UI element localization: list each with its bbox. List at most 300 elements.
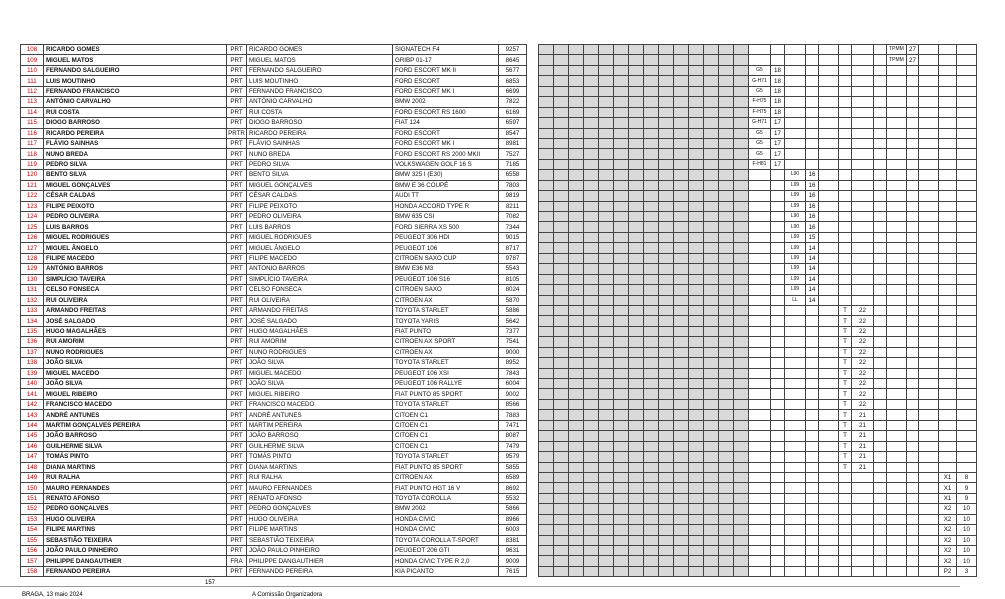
grid-cell: [629, 76, 644, 86]
l-group-class: [806, 535, 819, 545]
grid-cell: [919, 347, 939, 357]
grid-cell: [659, 138, 674, 148]
category-label: [887, 546, 907, 556]
car-model: FORD ESCORT MK II: [393, 65, 499, 75]
grid-cell: [599, 399, 614, 409]
t-group-code: [839, 483, 852, 493]
t-group-code: [839, 285, 852, 295]
x-group-code: [939, 107, 957, 117]
grid-cell: [734, 441, 749, 451]
co-driver-name: JOÃO PAULO PINHEIRO: [247, 546, 393, 556]
driver-name: DIOGO BARROSO: [44, 118, 227, 128]
spacer: [527, 138, 539, 148]
group-code: [749, 191, 771, 201]
grid-cell: [584, 368, 599, 378]
l-group-class: 14: [806, 264, 819, 274]
grid-cell: [539, 535, 554, 545]
t-group-code: T: [839, 347, 852, 357]
grid-cell: [539, 118, 554, 128]
group-class: [771, 326, 785, 336]
t-group-code: T: [839, 379, 852, 389]
grid-cell: [874, 285, 887, 295]
table-row: [21, 514, 1005, 524]
t-group-class: 22: [852, 326, 874, 336]
grid-cell: [659, 107, 674, 117]
spacer: [527, 379, 539, 389]
grid-cell: [644, 326, 659, 336]
t-group-class: [852, 253, 874, 263]
car-model: SIGNATECH F4: [393, 45, 499, 55]
grid-cell: [614, 389, 629, 399]
grid-cell: [614, 159, 629, 169]
x-group-class: [957, 316, 977, 326]
grid-cell: [874, 316, 887, 326]
grid-cell: [659, 431, 674, 441]
grid-cell: [919, 420, 939, 430]
co-driver-name: RICARDO PEREIRA: [247, 128, 393, 138]
l-group-code: [785, 149, 806, 159]
grid-cell: [704, 138, 719, 148]
group-class: [771, 358, 785, 368]
grid-cell: [569, 493, 584, 503]
grid-cell: [614, 546, 629, 556]
grid-cell: [554, 525, 569, 535]
grid-cell: [874, 243, 887, 253]
grid-cell: [719, 212, 734, 222]
table-row: [21, 389, 1005, 399]
entry-number: 146: [21, 441, 44, 451]
x-group-class: [957, 379, 977, 389]
grid-cell: [614, 483, 629, 493]
table-row: [21, 326, 1005, 336]
grid-cell: [719, 483, 734, 493]
group-class: [771, 410, 785, 420]
spacer: [527, 274, 539, 284]
grid-cell: [689, 180, 704, 190]
grid-cell: [689, 107, 704, 117]
grid-cell: [599, 149, 614, 159]
licence-number: 8566: [499, 399, 527, 409]
category-label: [887, 149, 907, 159]
entry-number: 122: [21, 191, 44, 201]
grid-cell: [629, 493, 644, 503]
grid-cell: [734, 86, 749, 96]
l-group-class: 16: [806, 222, 819, 232]
grid-cell: [554, 358, 569, 368]
licence-number: 9000: [499, 347, 527, 357]
group-code: [749, 472, 771, 482]
grid-cell: [874, 441, 887, 451]
group-class: [771, 264, 785, 274]
entry-number: 156: [21, 546, 44, 556]
grid-cell: [919, 431, 939, 441]
l-group-class: [806, 504, 819, 514]
grid-cell: [819, 55, 839, 65]
x-group-class: 10: [957, 525, 977, 535]
grid-cell: [734, 180, 749, 190]
t-group-code: T: [839, 358, 852, 368]
grid-cell: [614, 45, 629, 55]
group-code: [749, 546, 771, 556]
l-group-code: LL: [785, 295, 806, 305]
grid-cell: [819, 472, 839, 482]
grid-cell: [554, 170, 569, 180]
group-class: [771, 337, 785, 347]
grid-cell: [819, 274, 839, 284]
grid-cell: [704, 358, 719, 368]
driver-name: DIANA MARTINS: [44, 462, 227, 472]
group-class: [771, 420, 785, 430]
l-group-code: [785, 514, 806, 524]
t-group-code: [839, 191, 852, 201]
l-group-code: [785, 546, 806, 556]
grid-cell: [689, 253, 704, 263]
grid-cell: [554, 546, 569, 556]
spacer: [527, 285, 539, 295]
grid-cell: [554, 514, 569, 524]
x-group-class: [957, 149, 977, 159]
grid-cell: [719, 65, 734, 75]
grid-cell: [704, 462, 719, 472]
grid-cell: [689, 138, 704, 148]
grid-cell: [874, 389, 887, 399]
x-group-class: [957, 253, 977, 263]
grid-cell: [819, 180, 839, 190]
grid-cell: [674, 107, 689, 117]
grid-cell: [614, 65, 629, 75]
car-model: TOYOTA COROLLA: [393, 493, 499, 503]
grid-cell: [919, 65, 939, 75]
grid-cell: [539, 65, 554, 75]
grid-cell: [584, 274, 599, 284]
x-group-code: [939, 305, 957, 315]
nationality: PRT: [227, 399, 247, 409]
l-group-code: [785, 97, 806, 107]
grid-cell: [569, 232, 584, 242]
x-group-class: [957, 264, 977, 274]
grid-cell: [629, 514, 644, 524]
grid-cell: [919, 566, 939, 576]
x-group-class: [957, 118, 977, 128]
category-label: [887, 472, 907, 482]
entry-number: 118: [21, 149, 44, 159]
licence-number: 9631: [499, 546, 527, 556]
grid-cell: [734, 389, 749, 399]
nationality: PRTR: [228, 129, 245, 137]
grid-cell: [674, 462, 689, 472]
l-group-code: [785, 483, 806, 493]
grid-cell: [674, 138, 689, 148]
group-code: [749, 358, 771, 368]
grid-cell: [659, 358, 674, 368]
grid-cell: [819, 556, 839, 566]
grid-cell: [569, 97, 584, 107]
x-group-class: [957, 45, 977, 55]
category-value: [907, 295, 919, 305]
t-group-class: [852, 128, 874, 138]
t-group-code: [839, 222, 852, 232]
grid-cell: [674, 128, 689, 138]
grid-cell: [569, 65, 584, 75]
grid-cell: [819, 118, 839, 128]
category-value: [907, 493, 919, 503]
group-code: G-H71: [749, 76, 771, 86]
l-group-class: [806, 525, 819, 535]
licence-number: 9002: [499, 389, 527, 399]
grid-cell: [554, 441, 569, 451]
category-label: [887, 337, 907, 347]
category-value: [907, 431, 919, 441]
grid-cell: [704, 337, 719, 347]
l-group-class: [806, 556, 819, 566]
grid-cell: [659, 232, 674, 242]
grid-cell: [704, 389, 719, 399]
grid-cell: [674, 222, 689, 232]
grid-cell: [629, 295, 644, 305]
grid-cell: [629, 410, 644, 420]
category-value: [907, 337, 919, 347]
driver-name: MIGUEL MACEDO: [44, 368, 227, 378]
x-group-code: [939, 274, 957, 284]
x-group-code: [939, 295, 957, 305]
grid-cell: [644, 65, 659, 75]
l-group-class: [806, 399, 819, 409]
x-group-code: [939, 347, 957, 357]
car-model: BMW 635 CSI: [393, 212, 499, 222]
t-group-class: [852, 493, 874, 503]
grid-cell: [674, 201, 689, 211]
grid-cell: [539, 472, 554, 482]
nationality: PRT: [227, 326, 247, 336]
grid-cell: [584, 65, 599, 75]
spacer: [527, 243, 539, 253]
co-driver-name: PHILIPPE DANGAUTHIER: [247, 556, 393, 566]
t-group-class: [852, 483, 874, 493]
spacer: [527, 107, 539, 117]
grid-cell: [704, 232, 719, 242]
table-row: [21, 410, 1005, 420]
x-group-code: [939, 420, 957, 430]
grid-cell: [704, 420, 719, 430]
grid-cell: [734, 379, 749, 389]
l-group-code: [785, 431, 806, 441]
grid-cell: [919, 118, 939, 128]
grid-cell: [644, 483, 659, 493]
group-code: [749, 431, 771, 441]
category-value: [907, 180, 919, 190]
car-model: CITROEN SAXO CUP: [393, 253, 499, 263]
grid-cell: [569, 472, 584, 482]
group-code: [749, 441, 771, 451]
l-group-code: [785, 159, 806, 169]
x-group-code: [939, 118, 957, 128]
nationality: PRT: [227, 191, 247, 201]
grid-cell: [584, 305, 599, 315]
l-group-class: [806, 514, 819, 524]
grid-cell: [539, 222, 554, 232]
co-driver-name: PEDRO GONÇALVES: [247, 504, 393, 514]
grid-cell: [614, 410, 629, 420]
grid-cell: [704, 493, 719, 503]
grid-cell: [599, 379, 614, 389]
grid-cell: [719, 243, 734, 253]
grid-cell: [644, 337, 659, 347]
grid-cell: [659, 337, 674, 347]
l-group-class: [806, 420, 819, 430]
grid-cell: [629, 65, 644, 75]
car-model: TOYOTA STARLET: [393, 399, 499, 409]
grid-cell: [689, 170, 704, 180]
category-value: [907, 441, 919, 451]
x-group-class: 9: [957, 493, 977, 503]
group-class: [771, 55, 785, 65]
t-group-code: [839, 97, 852, 107]
grid-cell: [874, 462, 887, 472]
t-group-class: [852, 170, 874, 180]
grid-cell: [599, 525, 614, 535]
grid-cell: [629, 55, 644, 65]
entry-number: 115: [21, 118, 44, 128]
nationality: PRT: [227, 45, 247, 55]
spacer: [527, 305, 539, 315]
grid-cell: [599, 347, 614, 357]
driver-name: NUNO RODRIGUES: [44, 347, 227, 357]
grid-cell: [659, 493, 674, 503]
grid-cell: [554, 379, 569, 389]
grid-cell: [614, 379, 629, 389]
nationality: PRT: [227, 368, 247, 378]
grid-cell: [819, 316, 839, 326]
licence-number: 8692: [499, 483, 527, 493]
x-group-class: [957, 232, 977, 242]
licence-number: 7883: [499, 410, 527, 420]
grid-cell: [584, 170, 599, 180]
grid-cell: [704, 201, 719, 211]
l-group-code: L99: [785, 274, 806, 284]
grid-cell: [734, 274, 749, 284]
grid-cell: [919, 76, 939, 86]
grid-cell: [704, 379, 719, 389]
grid-cell: [554, 483, 569, 493]
category-label: [887, 243, 907, 253]
x-group-code: X2: [939, 514, 957, 524]
grid-cell: [659, 546, 674, 556]
grid-cell: [704, 525, 719, 535]
x-group-class: [957, 410, 977, 420]
group-code: [749, 253, 771, 263]
grid-cell: [919, 535, 939, 545]
group-class: [771, 452, 785, 462]
l-group-code: [785, 566, 806, 576]
grid-cell: [644, 149, 659, 159]
grid-cell: [689, 55, 704, 65]
grid-cell: [689, 462, 704, 472]
licence-number: 8381: [499, 535, 527, 545]
x-group-code: X2: [939, 556, 957, 566]
group-class: [771, 201, 785, 211]
entry-number: 120: [21, 170, 44, 180]
grid-cell: [689, 379, 704, 389]
x-group-code: [939, 149, 957, 159]
group-code: F-H81: [749, 159, 771, 169]
x-group-code: [939, 86, 957, 96]
t-group-code: [839, 138, 852, 148]
car-model: PEUGEOT 106 RALLYE: [393, 379, 499, 389]
grid-cell: [689, 326, 704, 336]
grid-cell: [659, 118, 674, 128]
category-label: [887, 305, 907, 315]
grid-cell: [674, 65, 689, 75]
car-model: HONDA CIVIC: [393, 525, 499, 535]
grid-cell: [629, 305, 644, 315]
grid-cell: [629, 97, 644, 107]
grid-cell: [719, 170, 734, 180]
t-group-code: [839, 232, 852, 242]
grid-cell: [919, 191, 939, 201]
co-driver-name: MIGUEL MATOS: [247, 55, 393, 65]
t-group-class: [852, 535, 874, 545]
grid-cell: [689, 525, 704, 535]
category-value: [907, 410, 919, 420]
grid-cell: [674, 504, 689, 514]
grid-cell: [674, 483, 689, 493]
grid-cell: [689, 76, 704, 86]
t-group-code: [839, 243, 852, 253]
spacer: [527, 316, 539, 326]
grid-cell: [919, 264, 939, 274]
grid-cell: [919, 97, 939, 107]
group-code: [749, 462, 771, 472]
grid-cell: [674, 285, 689, 295]
grid-cell: [569, 45, 584, 55]
grid-cell: [584, 264, 599, 274]
grid-cell: [539, 243, 554, 253]
grid-cell: [674, 368, 689, 378]
car-model: FIAT PUNTO: [393, 326, 499, 336]
car-model: BMW E 36 COUPÉ: [393, 180, 499, 190]
grid-cell: [719, 472, 734, 482]
grid-cell: [919, 45, 939, 55]
grid-cell: [874, 159, 887, 169]
x-group-code: [939, 358, 957, 368]
t-group-class: 21: [852, 410, 874, 420]
grid-cell: [734, 316, 749, 326]
x-group-class: [957, 285, 977, 295]
t-group-code: [839, 86, 852, 96]
l-group-class: [806, 462, 819, 472]
co-driver-name: ANDRÉ ANTUNES: [247, 410, 393, 420]
grid-cell: [599, 243, 614, 253]
grid-cell: [599, 535, 614, 545]
grid-cell: [554, 295, 569, 305]
driver-name: JOÃO SILVA: [44, 358, 227, 368]
grid-cell: [629, 566, 644, 576]
l-group-class: 16: [806, 180, 819, 190]
group-class: [771, 493, 785, 503]
x-group-code: [939, 462, 957, 472]
grid-cell: [539, 441, 554, 451]
co-driver-name: SEBASTIÃO TEIXEIRA: [247, 535, 393, 545]
grid-cell: [874, 201, 887, 211]
grid-cell: [734, 65, 749, 75]
entry-number: 139: [21, 368, 44, 378]
grid-cell: [569, 399, 584, 409]
grid-cell: [704, 347, 719, 357]
grid-cell: [584, 86, 599, 96]
x-group-class: [957, 222, 977, 232]
grid-cell: [819, 212, 839, 222]
grid-cell: [599, 128, 614, 138]
